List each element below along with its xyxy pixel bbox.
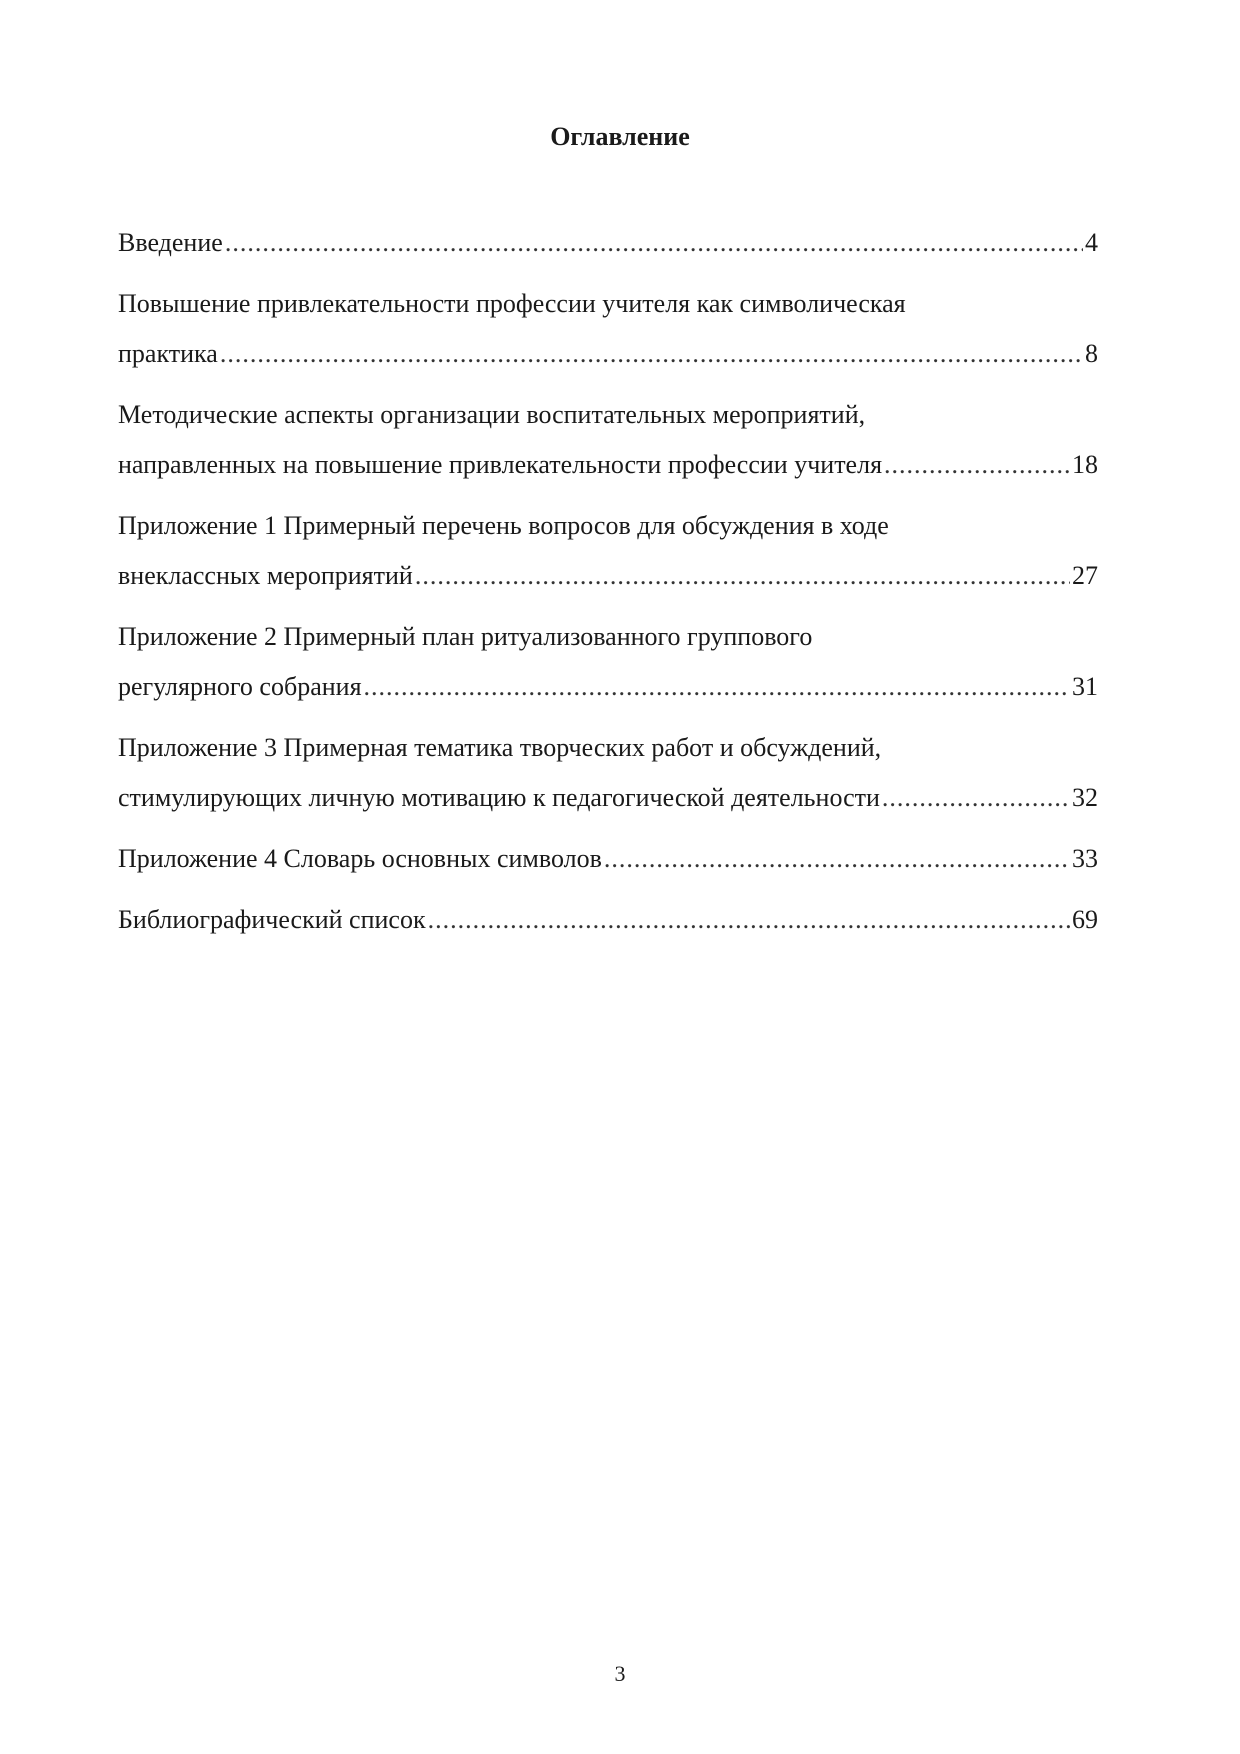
toc-entry-title-continued: регулярного собрания xyxy=(118,672,362,701)
toc-page-number: 27 xyxy=(1072,561,1098,590)
toc-entry-title-continued: практика xyxy=(118,339,218,368)
toc-entry-title: Введение xyxy=(118,228,223,257)
toc-entry-symbolic-practice[interactable] xyxy=(118,279,1098,379)
dot-leader xyxy=(604,834,1070,884)
table-of-contents xyxy=(118,218,1098,956)
toc-entry-methodical-aspects[interactable] xyxy=(118,390,1098,490)
toc-page-number: 32 xyxy=(1072,783,1098,812)
toc-entry-appendix-1[interactable] xyxy=(118,501,1098,601)
toc-entry-title: Методические аспекты организации воспитательных мероприятий, xyxy=(118,400,866,429)
toc-page-number: 8 xyxy=(1085,339,1098,368)
toc-entry-title: Библиографический список xyxy=(118,905,426,934)
toc-entry-appendix-3[interactable] xyxy=(118,723,1098,823)
toc-page-number: 69 xyxy=(1072,905,1098,934)
toc-entry-title: Повышение привлекательности профессии учителя как символическая xyxy=(118,289,906,318)
toc-page-number: 31 xyxy=(1072,672,1098,701)
dot-leader xyxy=(428,895,1070,945)
toc-entry-appendix-4[interactable] xyxy=(118,834,1098,884)
toc-entry-title-continued: стимулирующих личную мотивацию к педагогической деятельности xyxy=(118,783,880,812)
toc-entry-introduction[interactable] xyxy=(118,218,1098,268)
toc-entry-title: Приложение 2 Примерный план ритуализованного группового xyxy=(118,622,813,651)
toc-page-number: 4 xyxy=(1085,228,1098,257)
toc-entry-title: Приложение 3 Примерная тематика творческих работ и обсуждений, xyxy=(118,733,882,762)
page-number: 3 xyxy=(614,1661,626,1686)
page-title: Оглавление xyxy=(550,122,690,151)
toc-entry-bibliography[interactable] xyxy=(118,895,1098,945)
dot-leader xyxy=(882,773,1070,823)
toc-entry-title: Приложение 1 Примерный перечень вопросов для обсуждения в ходе xyxy=(118,511,889,540)
toc-entry-title: Приложение 4 Словарь основных символов xyxy=(118,844,602,873)
toc-page-number: 33 xyxy=(1072,844,1098,873)
toc-page-number: 18 xyxy=(1072,450,1098,479)
dot-leader xyxy=(364,662,1070,712)
dot-leader xyxy=(415,551,1070,601)
toc-entry-title-continued: внеклассных мероприятий xyxy=(118,561,413,590)
dot-leader xyxy=(225,218,1083,268)
dot-leader xyxy=(884,440,1070,490)
toc-entry-appendix-2[interactable] xyxy=(118,612,1098,712)
toc-entry-title-continued: направленных на повышение привлекательности профессии учителя xyxy=(118,450,883,479)
dot-leader xyxy=(220,329,1083,379)
